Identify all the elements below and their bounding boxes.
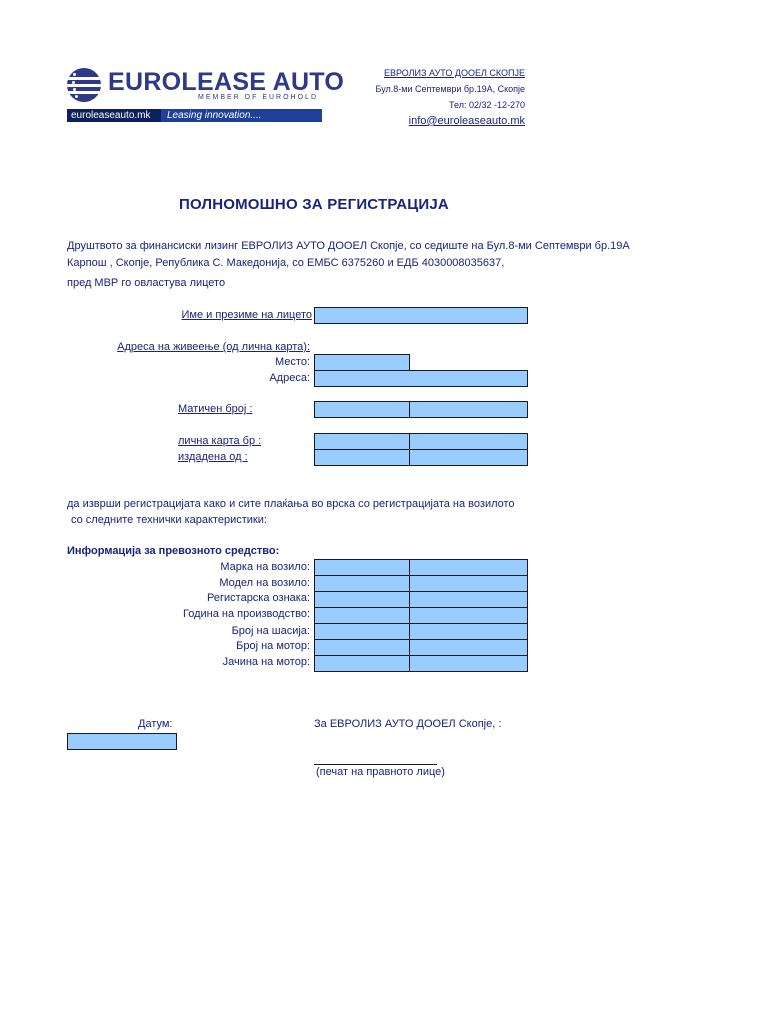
logo-brand-text: EUROLEASE AUTO — [108, 68, 345, 96]
embg-label: Матичен број : — [178, 403, 253, 415]
company-address: Бул.8-ми Септември бр.19А, Скопје — [375, 84, 525, 94]
logo-member-text: MEMBER OF EUROHOLD — [198, 94, 319, 101]
date-label: Датум: — [138, 718, 173, 730]
vehicle-label-year: Година на производство: — [183, 608, 310, 620]
vehicle-label-chassis: Број на шасија: — [231, 625, 310, 637]
vehicle-model-field-1[interactable] — [314, 575, 410, 592]
place-label: Место: — [275, 356, 310, 368]
issued-by-label: издадена од : — [178, 451, 248, 463]
vehicle-make-field-1[interactable] — [314, 559, 410, 576]
vehicle-chassis-field-2[interactable] — [409, 623, 528, 640]
authorization-line-1: да изврши регистрацијата како и сите плаќања во врска со регистрацијата на возилото — [67, 498, 515, 510]
signature-line — [314, 764, 437, 765]
address-field[interactable] — [314, 370, 528, 387]
company-email-link[interactable]: info@euroleaseauto.mk — [408, 115, 525, 127]
company-name: ЕВРОЛИЗ АУТО ДООЕЛ СКОПЈЕ — [383, 68, 525, 78]
intro-line-2: Карпош , Скопје, Република С. Македонија, со ЕМБС 6375260 и ЕДБ 4030008035637, — [67, 257, 505, 269]
vehicle-engine-field-1[interactable] — [314, 639, 410, 656]
authorization-line-2: со следните технички карактеристики: — [71, 514, 267, 526]
stamp-label: (печат на правното лице) — [316, 766, 445, 778]
vehicle-make-field-2[interactable] — [409, 559, 528, 576]
vehicle-year-field-2[interactable] — [409, 607, 528, 624]
vehicle-model-field-2[interactable] — [409, 575, 528, 592]
vehicle-engine-field-2[interactable] — [409, 639, 528, 656]
intro-line-3: пред МВР го овластува лицето — [67, 277, 226, 289]
company-phone: Тел: 02/32 -12-270 — [449, 100, 525, 110]
company-sign-label: За ЕВРОЛИЗ АУТО ДООЕЛ Скопје, : — [314, 718, 502, 730]
id-card-label: лична карта бр : — [178, 435, 262, 447]
address-heading: Адреса на живеење (од лична карта): — [117, 341, 310, 353]
vehicle-label-plate: Регистарска ознака: — [207, 592, 310, 604]
id-card-field-2[interactable] — [409, 433, 528, 450]
embg-field-2[interactable] — [409, 401, 528, 418]
document-title: ПОЛНОМОШНО ЗА РЕГИСТРАЦИЈА — [179, 196, 449, 213]
name-label: Име и презиме на лицето — [181, 309, 312, 321]
id-card-field-1[interactable] — [314, 433, 410, 450]
logo-site-text: euroleaseauto.mk — [67, 109, 161, 122]
name-field[interactable] — [314, 307, 528, 324]
logo-tagline: Leasing innovation.... — [167, 110, 262, 121]
vehicle-power-field-2[interactable] — [409, 655, 528, 672]
logo-banner — [67, 109, 322, 122]
address-label: Адреса: — [269, 372, 310, 384]
vehicle-label-model: Модел на возило: — [219, 577, 310, 589]
vehicle-label-power: Јачина на мотор: — [222, 656, 310, 668]
embg-field-1[interactable] — [314, 401, 410, 418]
vehicle-label-engine: Број на мотор: — [236, 640, 310, 652]
vehicle-plate-field-2[interactable] — [409, 591, 528, 608]
place-field[interactable] — [314, 354, 410, 371]
vehicle-plate-field-1[interactable] — [314, 591, 410, 608]
intro-line-1: Друштвото за финансиски лизинг ЕВРОЛИЗ АУТО ДООЕЛ Скопје, со седиште на Бул.8-ми Септември бр.19А — [67, 240, 630, 252]
date-field[interactable] — [67, 733, 177, 750]
issued-by-field-2[interactable] — [409, 449, 528, 466]
vehicle-heading: Информација за превозното средство: — [67, 545, 280, 557]
vehicle-label-make: Марка на возило: — [220, 561, 310, 573]
globe-icon — [67, 68, 101, 102]
vehicle-year-field-1[interactable] — [314, 607, 410, 624]
issued-by-field-1[interactable] — [314, 449, 410, 466]
vehicle-chassis-field-1[interactable] — [314, 623, 410, 640]
vehicle-power-field-1[interactable] — [314, 655, 410, 672]
